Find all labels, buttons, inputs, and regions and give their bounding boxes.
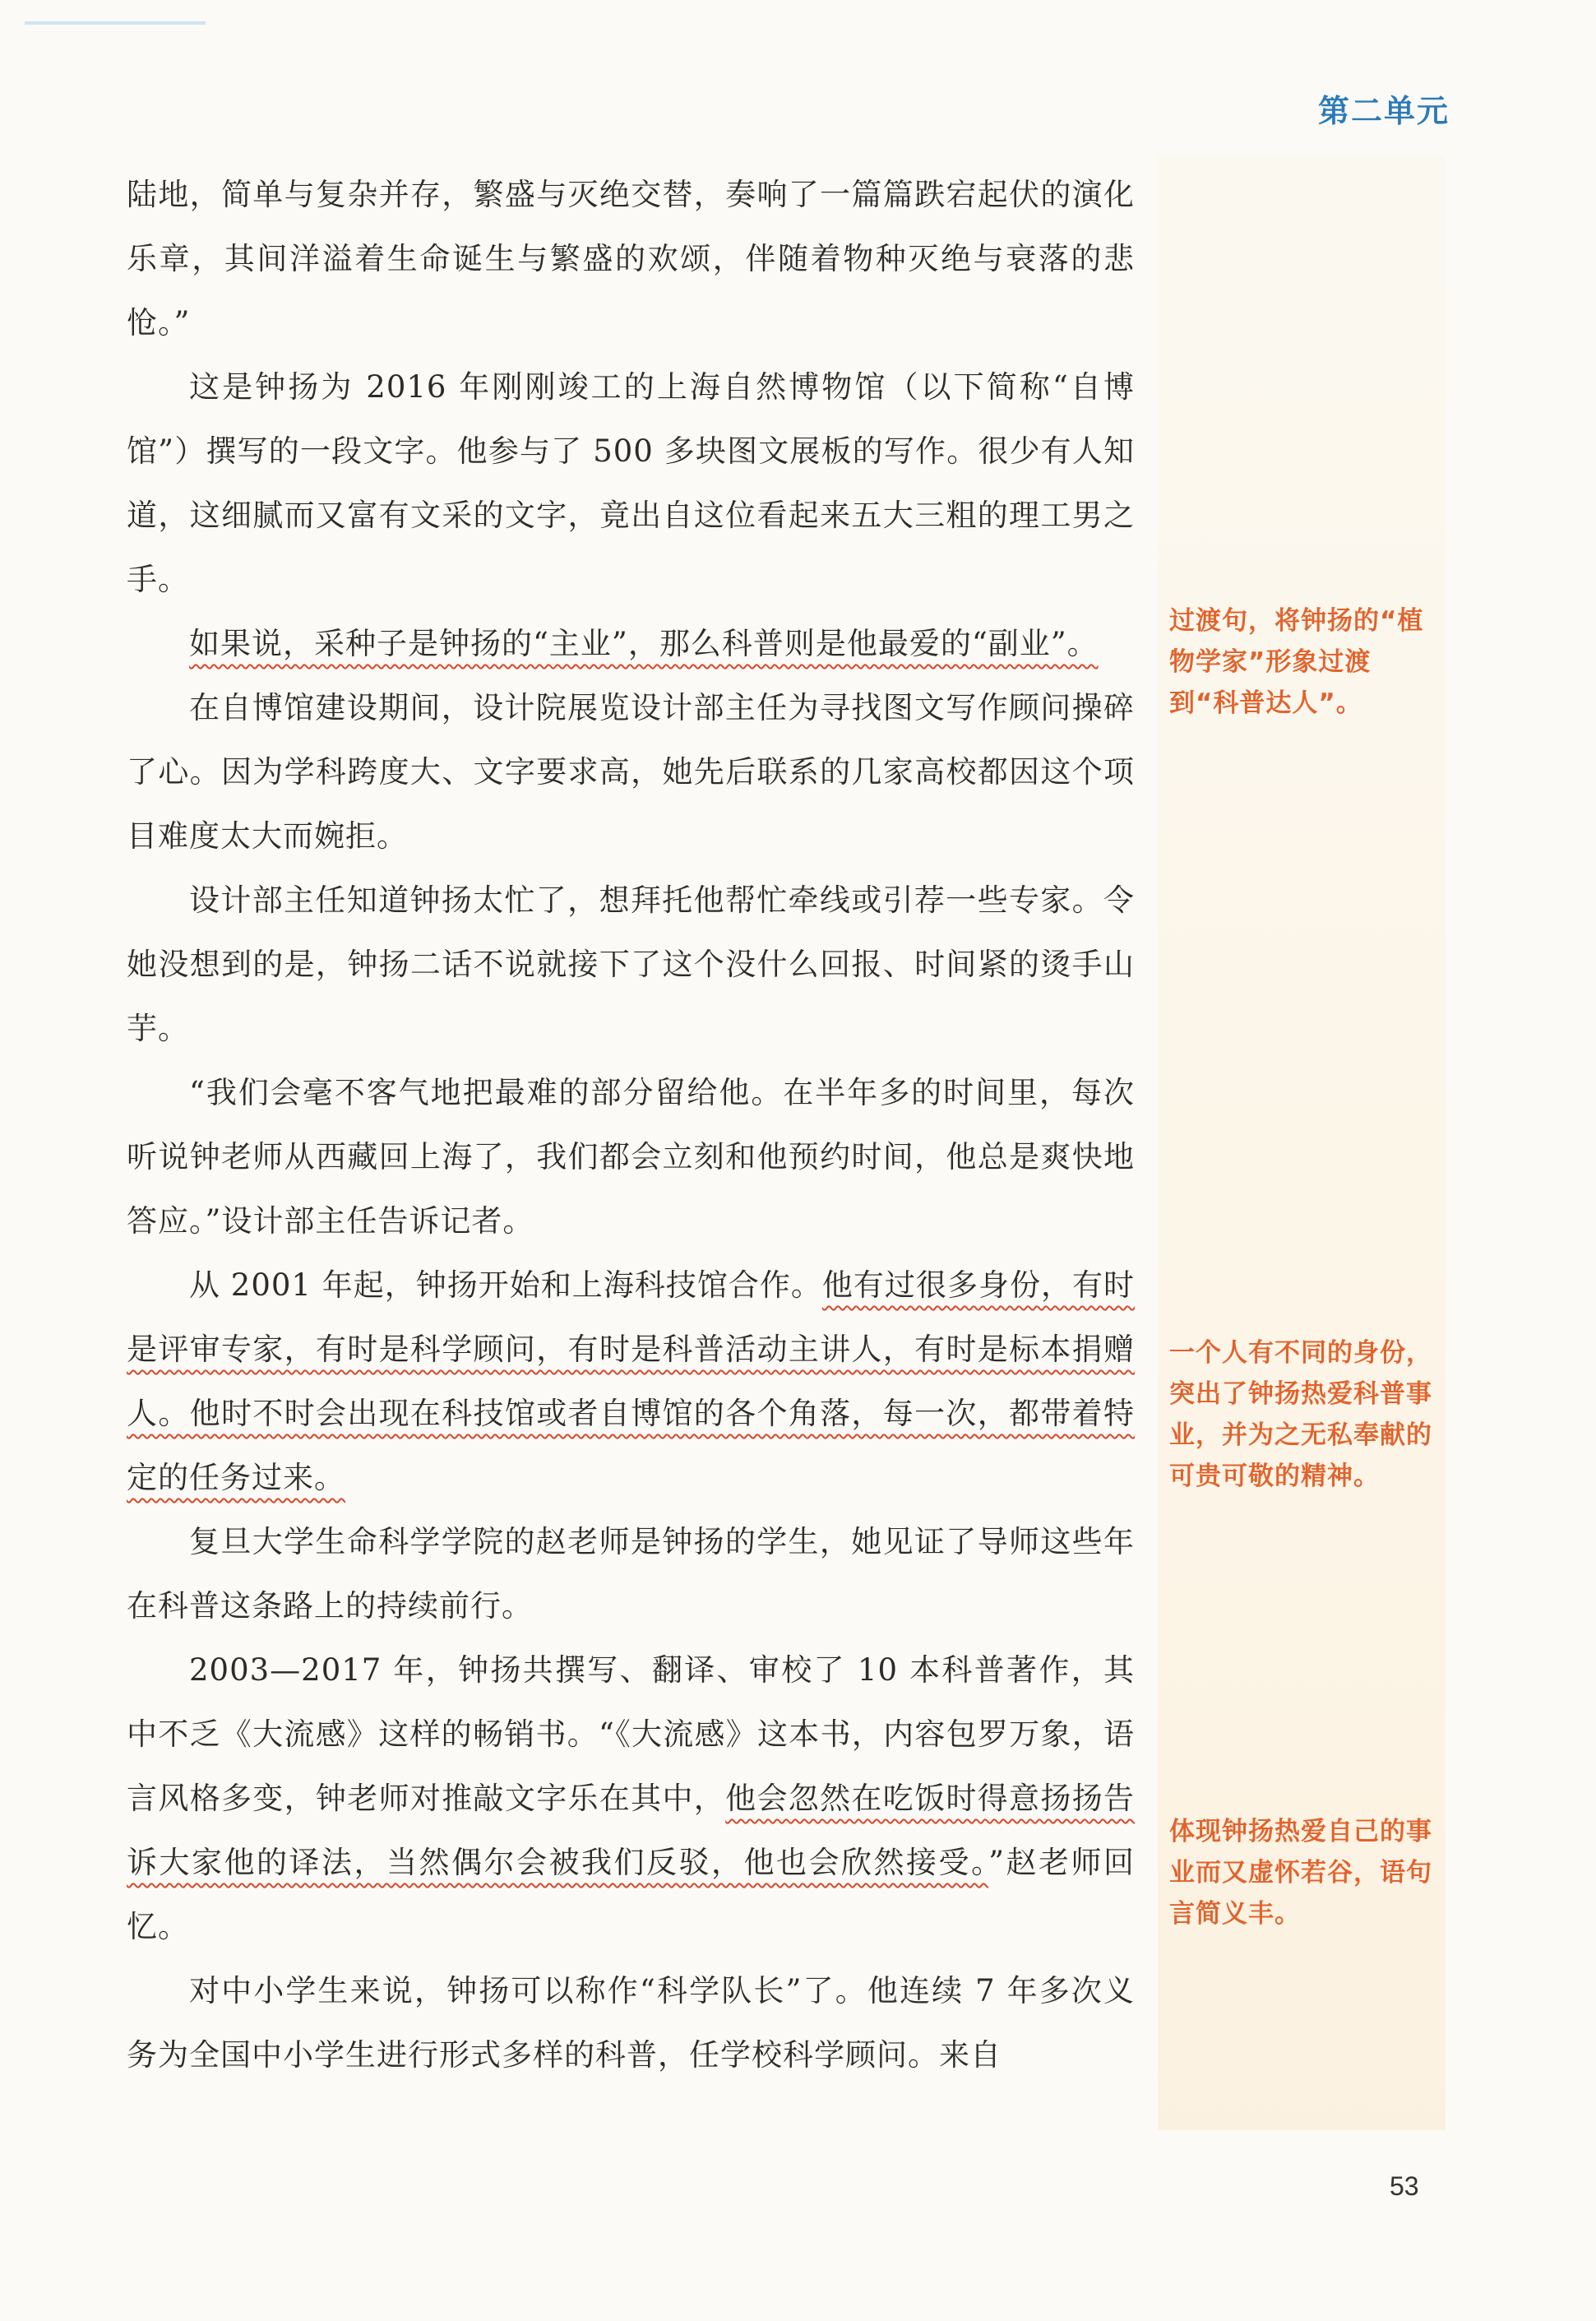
body-text — [127, 163, 1135, 2087]
page-number: 53 — [1390, 2171, 1419, 2201]
paragraph-7 — [127, 1253, 1135, 1510]
paragraph-5: 设计部主任知道钟扬太忙了，想拜托他帮忙牵线或引荐一些专家。令她没想到的是，钟扬二话不说就接下了这个没什么回报、时间紧的烫手山芋。 — [127, 883, 1135, 1046]
paragraph-6: “我们会毫不客气地把最难的部分留给他。在半年多的时间里，每次听说钟老师从西藏回上海了，我们都会立刻和他预约时间，他总是爽快地答应。”设计部主任告诉记者。 — [127, 1075, 1135, 1239]
paragraph-2: 这是钟扬为 2016 年刚刚竣工的上海自然博物馆（以下简称“自博馆”）撰写的一段文字。他参与了 500 多块图文展板的写作。很少有人知道，这细腻而又富有文采的文字，竟出自这位看起来五大三粗的理工男之手。 — [127, 369, 1135, 597]
margin-note-humility: 体现钟扬热爱自己的事业而又虚怀若谷，语句言简义丰。 — [1169, 1817, 1432, 1929]
paragraph-1: 陆地，简单与复杂并存，繁盛与灭绝交替，奏响了一篇篇跌宕起伏的演化乐章，其间洋溢着生命诞生与繁盛的欢颂，伴随着物种灭绝与衰落的悲怆。” — [127, 177, 1135, 341]
paragraph-7-start: 从 2001 年起，钟扬开始和上海科技馆合作。 — [189, 1267, 822, 1303]
paragraph-9 — [127, 1638, 1135, 1959]
top-accent-line — [25, 21, 206, 25]
paragraph-10: 对中小学生来说，钟扬可以称作“科学队长”了。他连续 7 年多次义务为全国中小学生进行形式多样的科普，任学校科学顾问。来自 — [127, 1973, 1135, 2073]
underlined-transition-sentence: 如果说，采种子是钟扬的“主业”，那么科普则是他最爱的“副业”。 — [189, 626, 1099, 661]
paragraph-9-start: 2003—2017 年，钟扬共撰写、翻译、审校了 10 本科普著作，其中不乏《大流感》这样的畅销书。“《大流感》这本书，内容包罗万象，语言风格多变，钟老师对推敲文字乐在其中， — [127, 1652, 1135, 1816]
margin-note-identities: 一个人有不同的身份，突出了钟扬热爱科普事业，并为之无私奉献的可贵可敬的精神。 — [1169, 1338, 1432, 1491]
paragraph-8: 复旦大学生命科学学院的赵老师是钟扬的学生，她见证了导师这些年在科普这条路上的持续前行。 — [127, 1524, 1135, 1624]
paragraph-9-end: ”赵老师回忆。 — [127, 1845, 1136, 1944]
underlined-identities-sentence: 他有过很多身份，有时是评审专家，有时是科学顾问，有时是科普活动主讲人，有时是标本捐赠人。他时不时会出现在科技馆或者自博馆的各个角落，每一次，都带着特定的任务过来。 — [127, 1267, 1136, 1495]
paragraph-3 — [127, 612, 1135, 676]
unit-title: 第二单元 — [1317, 93, 1450, 129]
underlined-translation-sentence: 他会忽然在吃饭时得意扬扬告诉大家他的译法，当然偶尔会被我们反驳，他也会欣然接受。 — [127, 1781, 1136, 1880]
paragraph-4: 在自博馆建设期间，设计院展览设计部主任为寻找图文写作顾问操碎了心。因为学科跨度大、文字要求高，她先后联系的几家高校都因这个项目难度太大而婉拒。 — [127, 690, 1135, 854]
margin-note-transition: 过渡句，将钟扬的“植物学家”形象过渡到“科普达人”。 — [1169, 606, 1424, 718]
